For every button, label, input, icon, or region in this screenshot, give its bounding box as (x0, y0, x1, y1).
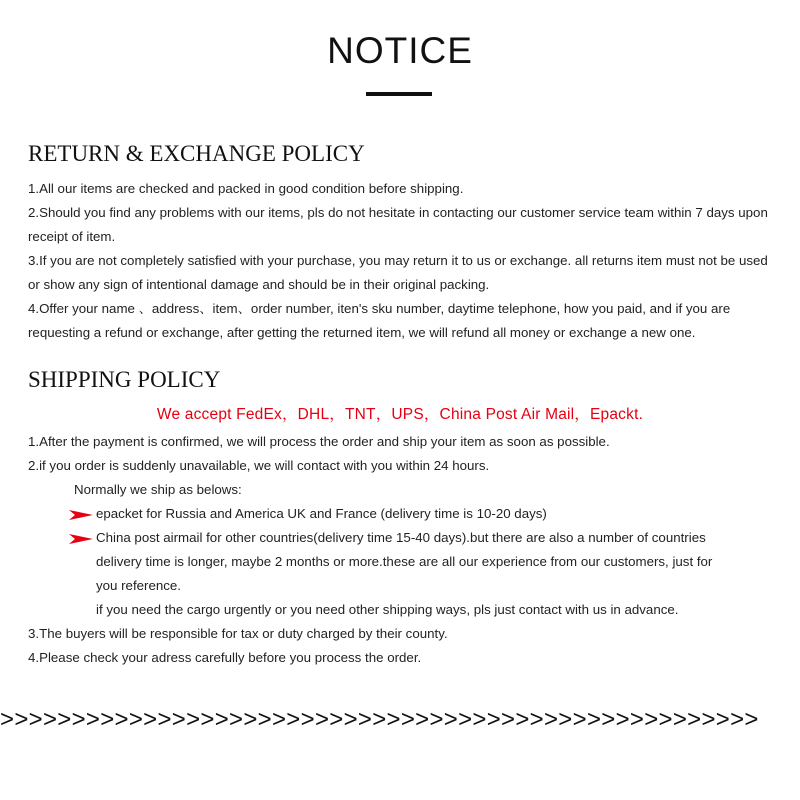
shipping-policy-heading: SHIPPING POLICY (28, 367, 221, 392)
return-policy-item-3: 3.If you are not completely satisfied with your purchase, you may return it to us or exchange. all returns item must not be used or show any sign of intentional damage and should be in their original packing. (28, 253, 768, 292)
shipping-option-2-continued: delivery time is longer, maybe 2 months or more.these are all our experience from our customers, just for (96, 554, 713, 569)
shipping-option-2-text: China post airmail for other countries(delivery time 15-40 days).but there are also a number of countries (96, 530, 706, 545)
return-policy-item-2: 2.Should you find any problems with our items, pls do not hesitate in contacting our customer service team within 7 days upon receipt of item. (28, 205, 768, 244)
shipping-option-2 (28, 526, 773, 550)
shipping-note: if you need the cargo urgently or you need other shipping ways, pls just contact with us in advance. (96, 602, 679, 617)
return-policy-list (28, 177, 773, 345)
shipping-item-1: 1.After the payment is confirmed, we will process the order and ship your item as soon as possible. (28, 434, 610, 449)
title-underline (366, 92, 432, 96)
return-policy-item-4: 4.Offer your name 、address、item、order number, iten's sku number, daytime telephone, how you paid, and if you are requesting a refund or exchange, after getting the returned item, we will refund all money or exchange a new one. (28, 301, 731, 340)
red-arrow-icon (69, 509, 93, 521)
shipping-item-4: 4.Please check your adress carefully before you process the order. (28, 650, 422, 665)
return-policy-heading: RETURN & EXCHANGE POLICY (28, 141, 365, 166)
chevron-divider: >>>>>>>>>>>>>>>>>>>>>>>>>>>>>>>>>>>>>>>>>>>>>>>>>>>>> (0, 706, 759, 733)
return-policy-item-1: 1.All our items are checked and packed in good condition before shipping. (28, 181, 464, 196)
shipping-intro: Normally we ship as belows: (74, 482, 242, 497)
accepted-carriers: We accept FedEx，DHL，TNT，UPS，China Post Air Mail，Epackt. (156, 406, 644, 423)
shipping-option-2-end: you reference. (96, 578, 182, 593)
shipping-option-1 (28, 502, 773, 526)
red-arrow-icon (69, 533, 93, 545)
notice-title: NOTICE (327, 30, 473, 71)
shipping-policy-list (28, 430, 773, 670)
shipping-item-3: 3.The buyers will be responsible for tax or duty charged by their county. (28, 626, 448, 641)
shipping-option-1-text: epacket for Russia and America UK and France (delivery time is 10-20 days) (96, 506, 547, 521)
shipping-item-2: 2.if you order is suddenly unavailable, we will contact with you within 24 hours. (28, 458, 490, 473)
